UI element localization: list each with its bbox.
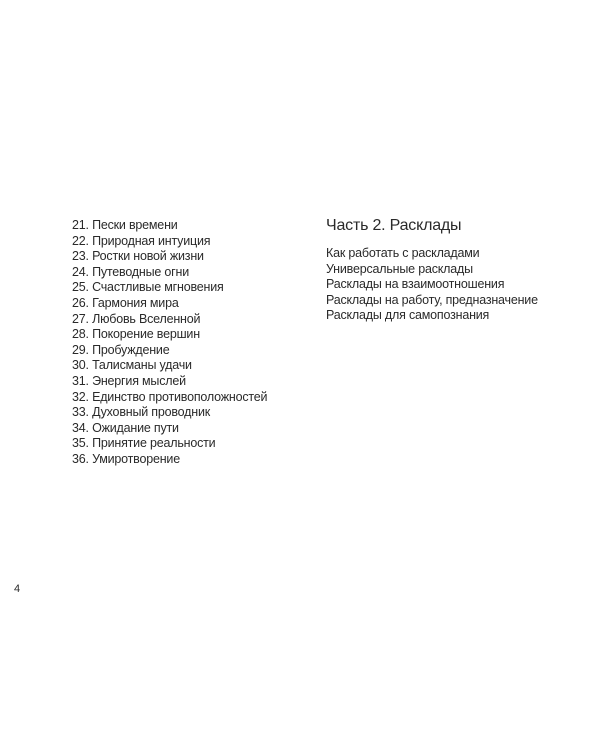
toc-item-title: Счастливые мгновения [92, 280, 224, 295]
toc-item-number: 25. [72, 280, 89, 295]
toc-item [72, 358, 292, 374]
toc-list-cards [72, 218, 292, 468]
toc-item [72, 280, 292, 296]
toc-item-title: Духовный проводник [92, 405, 210, 420]
toc-item-number: 28. [72, 327, 89, 342]
toc-item-number: 31. [72, 373, 89, 388]
toc-item-number: 21. [72, 218, 89, 232]
toc-list-spreads [326, 246, 566, 324]
toc-item [72, 421, 292, 437]
toc-item [72, 436, 292, 452]
toc-item [72, 312, 292, 328]
toc-item-title: Умиротворение [92, 451, 180, 466]
toc-item-title: Природная интуиция [92, 233, 211, 248]
toc-item-title: Принятие реальности [92, 436, 216, 451]
toc-item-number: 35. [72, 436, 89, 451]
toc-item-title: Энергия мыслей [92, 373, 186, 388]
toc-item-title: Любовь Вселенной [92, 311, 201, 326]
toc-item: Расклады на взаимоотношения [326, 277, 505, 292]
toc-item [72, 327, 292, 343]
toc-item-number: 22. [72, 233, 89, 248]
toc-item-title: Покорение вершин [92, 327, 200, 342]
toc-item: Расклады на работу, предназначение [326, 292, 538, 307]
toc-item [72, 390, 292, 406]
page-number: 4 [14, 583, 21, 595]
toc-item-number: 23. [72, 249, 89, 264]
toc-item [72, 296, 292, 312]
toc-item-number: 26. [72, 295, 89, 310]
toc-item-title: Пробуждение [92, 342, 170, 357]
toc-item-number: 33. [72, 405, 89, 420]
toc-item [72, 265, 292, 281]
toc-item [72, 374, 292, 390]
toc-item [72, 405, 292, 421]
toc-item-title: Ожидание пути [92, 420, 179, 435]
toc-item [72, 249, 292, 265]
toc-item-number: 24. [72, 264, 89, 279]
toc-item-title: Талисманы удачи [92, 358, 192, 373]
toc-item: Универсальные расклады [326, 261, 473, 276]
toc-item: Как работать с раскладами [326, 246, 480, 260]
toc-item-number: 32. [72, 389, 89, 404]
toc-item-title: Гармония мира [92, 295, 179, 310]
toc-item-title: Путеводные огни [92, 264, 190, 279]
toc-item-number: 29. [72, 342, 89, 357]
toc-item: Расклады для самопознания [326, 308, 490, 323]
toc-item [72, 234, 292, 250]
toc-section-part-2 [326, 216, 566, 324]
toc-item-title: Единство противоположностей [92, 389, 268, 404]
toc-item-title: Пески времени [92, 218, 178, 232]
toc-item-number: 27. [72, 311, 89, 326]
toc-item-number: 36. [72, 451, 89, 466]
toc-item [72, 343, 292, 359]
part-title: Часть 2. Расклады [326, 217, 462, 234]
toc-item [72, 218, 292, 234]
toc-item-number: 34. [72, 420, 89, 435]
toc-item-title: Ростки новой жизни [92, 249, 204, 264]
toc-item [72, 452, 292, 468]
toc-item-number: 30. [72, 358, 89, 373]
